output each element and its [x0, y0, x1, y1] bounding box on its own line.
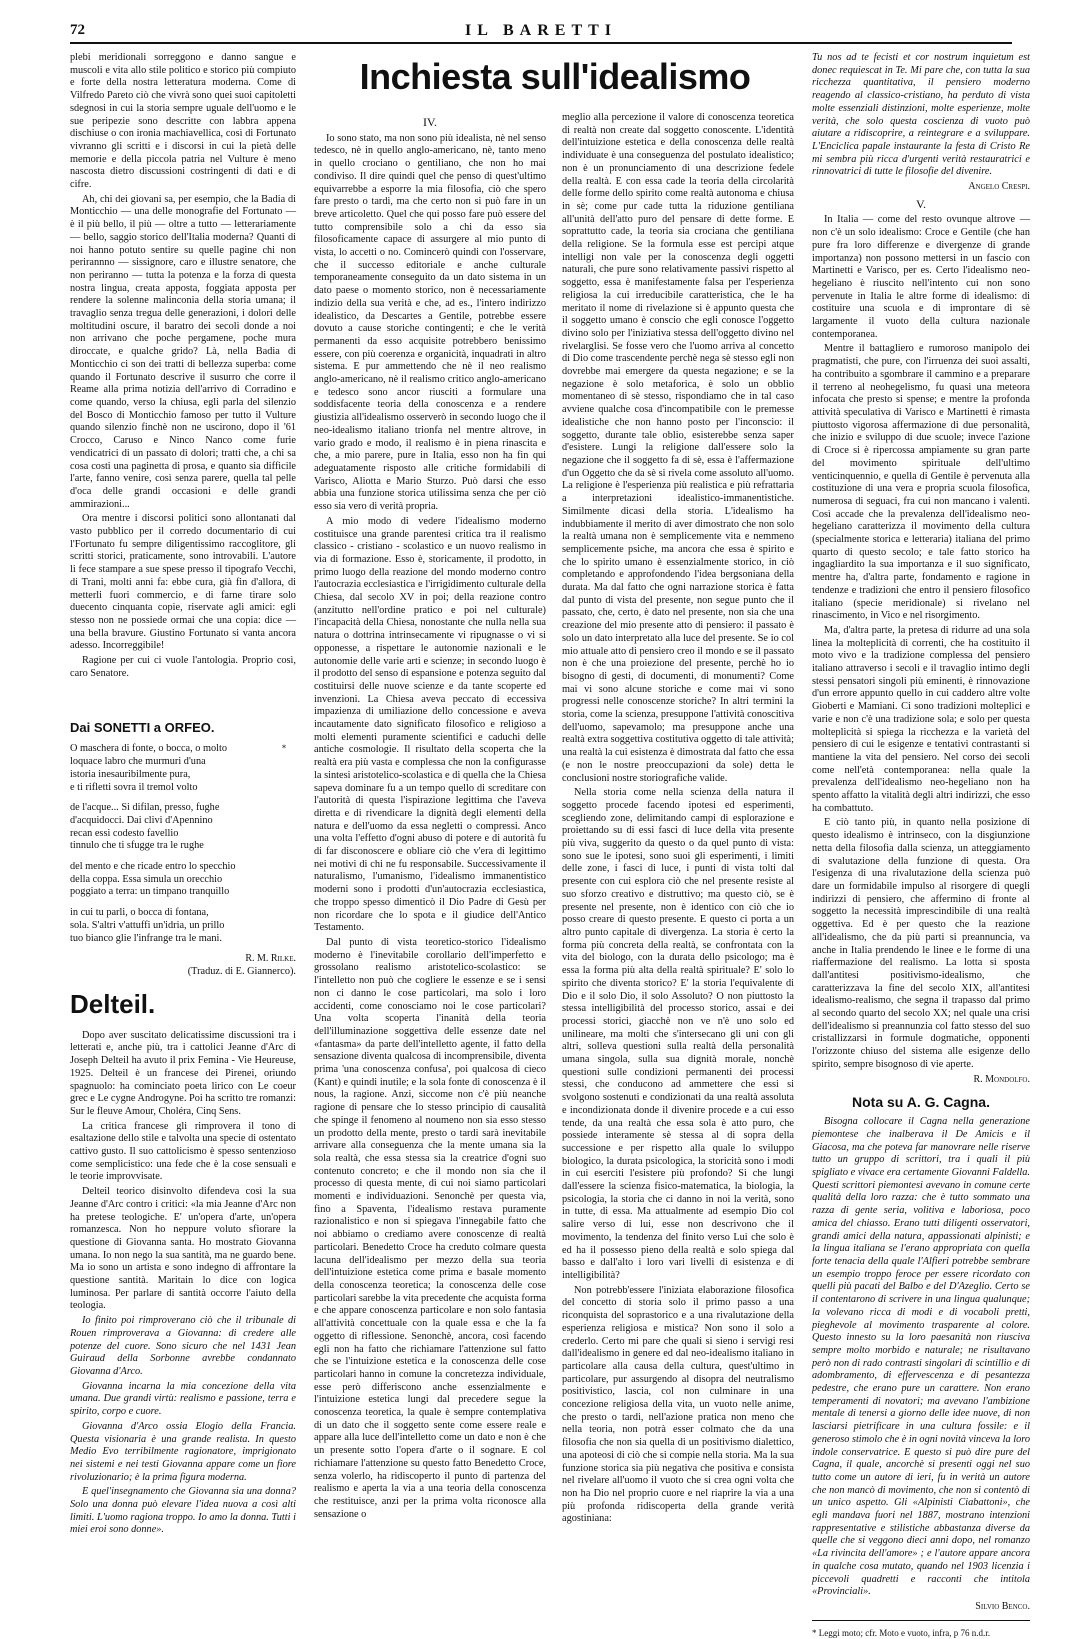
poem-line: sola. S'altri v'attuffi un'idria, un prillo [70, 919, 225, 931]
poem-line: tuo bianco glie l'infrange tra le mani. [70, 932, 222, 944]
poem-stanza [70, 802, 296, 853]
paragraph: Ragione per cui ci vuole l'antologia. Proprio così, caro Senatore. [70, 655, 296, 679]
page-number: 72 [70, 22, 85, 38]
paragraph: Giovanna d'Arco ossia Elogio della Francia. Questa visionaria è una grande realista. In questo Medio Evo terribilmente ragionatore, imprigionato nei sistemi e nei testi Giovanna appare come un fiore rivoluzionario; è la prima figura moderna. [70, 1420, 296, 1483]
paragraph: Non potrebb'essere l'iniziata elaborazione filosofica del concetto di storia solo il primo passo a una riconquista del soprastorico e a una rivalutazione della esperienza religiosa e mistica? Non sono il solo a crederlo. Certo mi pare che quali si sieno i servigi resi dall'idealismo in genere ed dal neo-idealismo italiano in particolare alla causa della cultura, quest'ultimo in particolare, pur assurgendo al disopra del neutralismo positivistico, lascia, col non culminare in una concezione religiosa della vita, un vuoto nelle anime, che presto o tardi, nell'azione pratica non meno che nella teoria, non potrà esser colmato che da una filosofia che non sia quella di un positivismo dialettico, una apoteosi di ciò che si compie nella storia. Ma la sua funzione storica sia più negativa che positiva e consista nel rivelare all'uomo il vuoto che si crea ogni volta che non ha Dio nel proprio cuore e nel riaprire la via a una più profonda ridiscoperta della grande verità agostiniana: [562, 1284, 794, 1525]
section-number: V. [915, 196, 927, 211]
paragraph: In Italia — come del resto ovunque altrove — non c'è un solo idealismo: Croce e Gentile (che han pure fra loro differenze e divergenze di grande importanza) non possono mettersi in un fascio con Martinetti e Varisco, per es. Certo l'idealismo neo-hegeliano è riuscito nell'intento cui non sono pervenute in Italia le altre forme di idealismo: di costituire una scuola e di improntare di sè largamente il vuoto della cultura nazionale contemporanea. [812, 214, 1030, 340]
cagna-note [812, 1094, 1030, 1639]
masthead: IL BARETTI [464, 22, 618, 39]
page-header [70, 22, 1012, 44]
paragraph: Dal punto di vista teoretico-storico l'idealismo moderno è l'inevitabile corollario dell'imperfetto e grossolano realismo aristotelico-scolastico: se l'intelletto non può che cogliere le essenze e se i sensi non ci danno le cose particolari, ma solo i loro accidenti, come conosciamo noi le cose particolari? Una volta scoperta l'inanità della teoria dell'illuminazione soggettiva delle essenze date nel «fantasma» da parte dell'intelletto agente, il fatto della sensazione diventa qualcosa di incomprensibile, diventa prima 'una conoscenza confusa', poi qualcosa di cieco (Kant) e quindi inutile; e la sola fonte di conoscenza è il nous, la ragione. Anzi, siccome non c'è più neanche ragione di pensare che lo stesso principio di causalità che spinge il fenomeno al noumeno non sia esso stesso un prodotto della mente, presto o tardi sarà inevitabile arrivare alla conseguenza che la mente umana sia la sola realtà, che essa stessa sia la creatrice d'ogni suo contenuto concreto; e che il mondo non sia che il processo di questa mente, di cui noi siamo particolari momenti e individuazioni. Senonchè per questa via, fino a Spaventa, l'idealismo restava puramente razionalistico e non si spiegava l'innegabile fatto che noi abbiamo o crediamo avere conoscenze di realtà particolari. Benedetto Croce ha creduto colmare questa lacuna dell'idealismo per mezzo della sua teoria dell'intuizione estetica come prima e basale momento della conoscenza teoretica; la conoscenza delle cose particolari sarebbe la vita precedente che acquista forma e che appare conoscenza particolare e non solo fantasia all'attività concettuale con la quale essa e che la fa oggetto di riflessione. Senonchè, ancora, così facendo egli non ha fatto che richiamare l'attenzione sul fatto che se l'intuizione estetica e la conoscenza delle cose particolari hanno in comune la concretezza individuale, esse però differiscono anche essenzialmente e l'intuizione estetica lungi dal precedere segue la conoscenza teoretica, la quale è sempre contemplativa di un dato che il soggetto sente come essere reale e appare alla luce dell'intelletto come un dato e non è che un presente sotto l'opera d'arte o il sognare. E col richiamare l'attenzione su questo fatto Benedetto Croce, senza volerlo, ha ridiscoperto il punto di partenza del realismo e aperta la via a una teoria della conoscenza che restituisce, anzi per la prima volta riconosce alla sensazione o [314, 937, 546, 1520]
paragraph: Ma, d'altra parte, la pretesa di ridurre ad una sola linea la molteplicità di correnti, che ha costituito il moto vivo e la tradizione complessa del pensiero italiano attraverso i secoli e il travaglio intimo degli stessi pensatori singoli più eminenti, è rinnovazione d'un errore appunto quello in cui caddero altre volte Gioberti e Mamiani. Ci sono tradizioni molteplici e varie e non c'è una tradizione sola; e solo per questa molteplicità si spiega la ricchezza e la varietà del pensiero di cui le esigenze e tentativi contrastanti si mantiene la vita del pensiero. Nel corso dei secoli come nell'età contemporanea: nella quale la prevalenza dell'idealismo neo-hegeliano non ha spento affatto la vitalità degli altri indirizzi, che esso ha combattuto. [812, 624, 1030, 814]
paragraph: La critica francese gli rimprovera il tono di esaltazione dello stile e talvolta una specie di ostentato cattivo gusto. Il suo cattolicismo è spesso sentenzioso come semplicistico: una fede che è la cose sensuali e le teorie improvvisate. [70, 1120, 296, 1183]
column-4 [812, 52, 1030, 1638]
poem-line: tinnulo che ti sfugge tra le rughe [70, 840, 204, 852]
paragraph: meglio alla percezione il valore di conoscenza teoretica di realtà non create dal soggetto conoscente. L'identità dell'intuizione estetica e della conoscenza delle realtà individuate è una conseguenza del postulato idealistico; non è un pronunciamento di una descrizione fedele della realtà. E con essa cade la teoria della circolarità delle forme dello spirito come realtà autonoma e chiusa in sè; come pur cade tutta la riduzione gentiliana all'unità dell'atto puro del pensare di dette forme. E soprattutto cade, la teoria sia crociana che gentiliana della religione. Se la formula esse est percipi atque intelligi non vale per la conoscenza degli oggetti naturali, che pure sono relativamente passivi rispetto al soggetto, essa è manifestamente falsa per l'esperienza religiosa la cui irreducibile caratteristica, che le ha meritato il nome di rivelazione si è appunto questa che il soggetto umano è conscio che egli conosce l'oggetto divino solo per l'iniziativa stessa dell'oggetto divino nel rivelarglisi. Se fosse vero che l'uomo arriva al concetto di Dio come trascendente perchè nega sè stesso egli non dovrebbe mai emergere da questa negazione; e se la negazione è solo metaforica, è solo un obblio momentaneo di sè stesso, rispondiamo che in tal caso avviene qualche cosa d'incompatibile con le premesse idealistiche che non hanno posto per l'inconscio: il soggetto, durante tale oblio, esisterebbe senza saper d'esistere. Lungi la religione dall'essere solo la negazione che il soggetto fa di sè, essa è l'affermazione d'un Oggetto che da sè si rivela come assoluto all'uomo. La religione è l'esperienza più realistica e più refrattaria a interpretazioni idealistico-immanentistiche. Similmente dicasi della storia. L'idealismo ha indubbiamente il merito di aver dimostrato che non solo la realtà umana non è semplicemente vita e nemmeno semplicemente psiche, ma ancora che essa è spirito e che lo spirito umano è essenzialmente storico, in ciò completando e approfondendo l'idea bergsoniana della durata. Ma dal fatto che ogni narrazione storica è fatta dal punto di vista del presente, non segue punto che il passato, che, certo, è dato nel presente, non sia che una creazione del mio presente atto di pensiero: il passato è solo un dato interpretato alla luce del presente. Se io col mio attuale atto di pensiero creo il mondo e se il passato non è che una proiezione del presente, perchè ho io bisogno di gesti, di documenti, di monumenti? Come mai vi sono alcune storiche e come mai vi sono progressi nelle conoscenze storiche? In altri termini la storia, come la scienza, presuppone l'attività conoscitiva dell'uomo, sapevamolo; ma presuppone anche una realtà extra soggettiva costitutiva oggetto di tale attività; una realtà la cui esistenza è dimostrata dal fatto che essa (e non le nostre preoccupazioni da sole) detta le conclusioni nostre storiografiche valide. [562, 112, 794, 784]
paragraph: Nella storia come nella scienza della natura il soggetto procede facendo ipotesi ed esperimenti, scegliendo zone, delimitando campi di esplorazione e proiettando su di essi fasci di luce della vita presente più viva, suggerito da questo o da quel punto di vista: sono sue le ipotesi, sono suoi gli esperimenti, i limiti delle zone, i fasci di luce, i punti di vista tolti dal presente con cui esplora ciò che nel presente resiste al suo sforzo creativo e distruttivo; ma questo ciò, se è presente nel presente, non è identico con ciò che io posso creare di questo presente. E questo ci porta a un altro punto capitale di divergenza. La storia è certo la forma più concreta della realtà, se confrontata con la vita del biologo, con la durata dello psicologo; ma è essa la forma più alta della realtà spirituale? E' solo lo spirito che diventa storico? E' la storia l'equivalente di Dio e il solo Dio, il solo Assoluto? O non piuttosto la stessa intelligibilità del processo storico, assai e dei processi storici, giacchè non ve n'è uno solo ed unilineare, ma molti che s'intersecano gli uni con gli altri, solleva questioni sulla realtà della personalità umana singola, sulla sua dignità morale, nonchè questioni sulle condizioni permanenti dei processi stessi, che conducono ad ammettere che essi si svolgono sostenuti e condizionati da una realtà assoluta e incondizionata donde il divenire procede e a cui esso tende, da una realtà che essa sola è atto puro, che possiede interamente sè stessa al di sopra della successione e per rispetto alla quale lo sviluppo biologico, la durata psicologica, la storicità sono i modi in cui eserciti l'esistere più profondo? Si che lungi dall'essere la scienza fisico-matematica, la biologia, la psicologia, la storia che ci danno in noi la verità, sono in tutte, di essa. Ma attualmente ad esempio Dio col salire verso di lui, esse non descrivono che il movimento, la tendenza del finito verso Lui che solo è ed ha il possesso pieno della realtà e solo spiega dal basso e dall'alto i loro vari livelli di esistenza e di intelligibilità? [562, 787, 794, 1281]
poem-stanza [70, 861, 296, 899]
paragraph: Delteil teorico disinvolto difendeva così la sua Jeanne d'Arc contro i critici: «la mia Jeanne d'Arc non ha pretese teologiche. E' un'opera d'arte, un'opera romanzesca. Non ho neppure voluto sfiorare la questione di Giovanna santa. Ho mostrato Giovanna umana. Io non nego la sua santità, ma ne guardo bene. Ma io sono un artista e sono indegno di affrontare la questione santità. Maritain lo dice con logica luminosa. Per parlare di santità occorre l'aiuto della teologia. [70, 1186, 296, 1312]
poem-translator: (Traduz. di E. Giannerco). [187, 966, 296, 977]
paragraph: Io sono stato, ma non sono più idealista, nè nel senso tedesco, nè in quello anglo-americano, nè, tanto meno in quello crociano o gentiliano, che non ho mai condiviso. Il dire quindi quel che penso di quest'ultimo equivarrebbe a esporre la mia filosofia, ciò che spero fare presto o tardi, ma che certo non si può fare in un breve articoletto. Quel che qui posso fare può essere del tutto comprensibile solo a chi da esso sia filosoficamente capace di assurgere al mio punto di vista, lo accetti o no. Comincerò quindi con l'osservare, che il successo editoriale e anche culturale temporaneamente conseguito da un dato sistema in un dato paese o momento storico, non è necessariamente indizio della sua verità e che, ad es., l'intero indirizzo idealistico, da Descartes a Gentile, potrebbe essere dovuto a cause storiche contingenti; e che le verità permanenti da esso acquisite potrebbero benissimo essere, con più coerenza e organicità, inquadrati in altro sistema. E pur ammettendo che nè il neo realismo anglo-americano, nè il realismo critico anglo-americano e tedesco sono ancor riusciti a formulare una soddisfacente teoria della conoscenza e a rendere giustizia all'idealismo osserverò in secondo luogo che il neo-idealismo italiano trionfa nel mentre altrove, in vario grado e modo, il realismo è in piena rinascita e che, a mio parere, pure in Italia, esso non ha fin qui adeguatamente risposto alle critiche formidabili di Varisco, Aliotta e Mario Sturzo. Può darsi che esso abbia una funzione storica utilissima senza che per ciò esso sia vero di verità propria. [314, 132, 546, 513]
poem-line: d'acquidocci. Dai clivi d'Apennino [70, 814, 213, 826]
asterisk-marker: * [282, 744, 286, 753]
poem-line: del mento e che ricade entro lo specchio [70, 861, 236, 873]
delteil-title: Delteil. [70, 988, 156, 1019]
paragraph: Ora mentre i discorsi politici sono allontanati dal vasto pubblico per il corredo documentario di cui l'Fortunato fu sempre diligentissimo raccoglitore, gli scritti storici, praticamente, sono introvabili. L'autore li fece stampare a sue spese presso il tipografo Vecchi, di Trani, molti anni fa: ebbe cura, già fin d'allora, di metterli fuori commercio, e di farne tirare solo duecento cinquanta copie, riservate agli amici: egli stesso non ne possiede ormai che una copia: dice — una bella bravure. Giustino Fortunato si vanta ancora adesso. Incorreggibile! [70, 513, 296, 652]
poem-stanza [70, 907, 296, 945]
paragraph: plebi meridionali sorreggono e danno sangue e muscoli e vita allo stile politico e storico più compiuto e forte della nostra letteratura moderna. Come di Vilfredo Pareto ciò che vivrà sono quei suoi capitoletti sdegnosi in cui la storia sempre uguale dell'uomo e le sue peripezie sono descritte con labbra appena dischiuse o con ironia machiavellica, così di Fortunato vivranno gli scritti e i discorsi in cui la pietà delle memorie e della piccola patria nel Vulture è meno nascosta dietro discussioni costringenti di dati e di cifre. [70, 52, 296, 191]
signature-crespi: Angelo Crespi. [968, 181, 1030, 193]
poem-author: R. M. Rilke. [245, 953, 296, 965]
paragraph: Mentre il battagliero e rumoroso manipolo dei pragmatisti, che pure, con l'irruenza dei suoi assalti, ha contribuito a sgombrare il cammino e a preparare il terreno al neohegelismo, fu quasi una meteora infocata che presto si spense; e mentre la profonda attività speculativa di Varisco e Martinetti è rimasta piuttosto vigorosa affermazione di due personalità, che inizio e sviluppo di due scuole; invece l'azione di Croce si è ripercossa ampiamente su gran parte del movimento spirituale dell'ultimo venticinquennio, e quella di Gentile è pervenuta alla costituzione di una vera e propria scuola filosofica, numerosa di seguaci, fra cui non mancano i valenti. Così accade che la prevalenza dell'idealismo neo-hegeliano caratterizza il movimento della cultura (specialmente storica e letteraria) italiana del primo quarto di questo secolo; e tale fatto storico ha ingagliardito la sua importanza e il suo significato, mentre ha, d'altra parte, fondamento e ragione in tendenze e tradizioni che entro il pensiero filosofico italiano (specie meridionale) si rivelano nel rinascimento, in Vico e nel risorgimento. [812, 343, 1030, 622]
poem-line: recan essi codesto favellio [70, 827, 179, 839]
footnote: * Leggi moto; cfr. Moto e vuoto, infra, p 76 n.d.r. [812, 1627, 990, 1638]
column-3 [562, 112, 794, 1544]
poem-line: de l'acque... Si difilan, presso, fughe [70, 802, 220, 814]
main-article-title: Inchiesta sull'idealismo [359, 56, 751, 97]
paragraph: Io finito poi rimproverano ciò che il tribunale di Rouen rimproverava a Giovanna: di credere alle potenze del cuore. Sono sicuro che nel 1431 Jean Guiraud della Sorbonne avrebbe condannato Giovanna d'Arco. [70, 1315, 296, 1377]
paragraph: Bisogna collocare il Cagna nella generazione piemontese che inalberava il De Amicis e il Giacosa, ma che poteva far manovrare nelle riserve tutto un gruppo di scrittori, tra i quali il più spigliato e vivace era certamente Giovanni Faldella. Questi scrittori piemontesi avevano in comune certe qualità della loro razza: che è tutto sommato una razza di gente seria, volitiva e laboriosa, poco amica del chiasso. Erano tutti diligenti osservatori, grandi amici della natura, appassionati alpinisti; e la lingua italiana se l'erano appropriata con quella forte tenacia della quale l'Alfieri potrebbe sembrare un esempio troppo feroce per essere ricordato con quelli più pacati del Balbo e del D'Azeglio. Certo se il contentarono di scrivere in una lingua qualunque; la volevano ricca di modi e di vocaboli pretti, pieghevole al movimento trasparente al colore. Questo innesto su la loro paesanità non riusciva sempre molto morbido e naturale; ne risultavano però non di rado contrasti singolari di scintillio e di adombramento, di effervescenza e di pesantezza pedestre, che erano pure un carattere. Non erano temperamenti di novatori; ma avevano l'ambizione mentale di tenersi a giorno delle idee nuove, di non lasciarsi pietrificare in una cultura fossile: e il generoso stimolo che è in ogni novità vinceva la loro indole conservatrice. E questo si può dire pure del Cagna, il quale, ancorchè si presenti oggi nel suo tutto come un autore di ieri, fu in verità un autore che non mancò di movimento, che non si contentò di un unico aspetto. Gli «Alpinisti Ciabattoni», che egli mandava fuori nel 1887, mostrano intenzioni rappresentative e stilistiche abbastanza diverse da quelle che si veggono dieci anni dopo, nel romanzo «La rivincita dell'amore» ; e l'autore appare ancora in qualche cosa mutato, quando nel 1903 licenzia i piccevoli quadretti e racconti che intitola «Provinciali». [812, 1116, 1030, 1598]
divider [812, 1620, 1030, 1621]
paragraph: Giovanna incarna la mia concezione della vita umana. Due grandi virtù: realismo e passione, terra e spirito, corpo e cuore. [70, 1380, 296, 1418]
signature-benco: Silvio Benco. [975, 1600, 1030, 1612]
poem-line: O maschera di fonte, o bocca, o molto [70, 743, 227, 755]
paragraph: E quel'insegnamento che Giovanna sia una donna? Solo una donna può elevare l'idea nuova a così alti limiti. L'uomo ragiona troppo. Io amo la donna. Tutti i miei eroi sono donne». [70, 1486, 296, 1536]
poem-stanza [70, 743, 296, 794]
paragraph: Tu nos ad te fecisti et cor nostrum inquietum est donec requiescat in Te. Mi pare che, con tutta la sua ricchezza quantitativa, il pensiero moderno reagendo al classico-cristiano, ha perduto di vista molte essenziali distinzioni, molte esperienze, molte verità, che solo questa coscienza di vuoto può aiutare a ridiscoprire, a reintegrare e a sviluppare. L'Enciclica papale instaurante la festa di Cristo Re mi sembra più ricca d'urgenti verità restauratrici e rinnovatrici di tutte le filosofie del divenire. [812, 52, 1030, 178]
cagna-title: Nota su A. G. Cagna. [852, 1094, 990, 1111]
paragraph: Dopo aver suscitato delicatissime discussioni tra i letterati e, anche più, tra i cattolici Jeanne d'Arc di Joseph Delteil ha avuto il prix Femina - Vie Heureuse, 1925. Delteil è un francese dei Pirenei, oriundo spagnuolo: ha cominciato poeta lirico con Le coeur grec e Le cygne Androgyne. Poi ha scritto tre romanzi: Sur le fleuve Amour, Choléra, Cinq Sens. [70, 1029, 296, 1117]
paragraph: A mio modo di vedere l'idealismo moderno costituisce una grande parentesi critica tra il realismo classico - cristiano - scolastico e un nuovo realismo in via di formazione. Esso è, storicamente, il prodotto, in primo luogo della reazione del mondo moderno contro l'autocrazia ecclesiastica e l'irrigidimento culturale della Chiesa, dal secolo XV in poi; della reazione contro (anzitutto nell'ordine pratico e poi nel culturale) l'incapacità della Chiesa, nonostante che nulla nella sua natura o dottrina intrinsecamente vi ripugnasse o vi si opponesse, a rispettare le autonomie nazionali e le autonomie delle varie arti e scienze; in secondo luogo è il prodotto del senso di espansione e potenza seguito dal costituirsi delle nuove scienze e da tante scoperte ed invenzioni. La Chiesa aveva peccato di eccessiva impazienza di umiliazione dello concessione e aveva incautamente dato significato filosofico e religioso a molti elementi puramente scientifici e caduchi delle antiche cosmologie. Il risultato della scoperta che la realtà era più vasta e complessa che non la configurasse la sintesi aristotelico-scolastica e di quella che la Chiesa sapeva dominare fu a un tempo quello di screditare con l'autorità di questa l'ispirazione legittima che l'aveva diretta e di rivendicare la dignità degli elementi della natura e dell'uomo da essa negletti o compressi. Anco una volta l'effetto d'ogni abuso di potere e di autorità fu di far disconoscere e obliare ciò che v'era di legittimo nei motivi di chi ne fu responsabile. Successivamente il naturalismo, l'umanismo, l'idealismo immanentistico moderni sono i prodotti d'un'autocrazia ecclesiastica, che troppo spesso dimenticò il Dio Padre di Gesù per non ricordare che lo spota e il giudice dell'Antico Testamento. [314, 515, 546, 934]
poem-line: istoria inesauribilmente pura, [70, 768, 191, 780]
column-2 [314, 112, 546, 1544]
sonetti-title: Dai SONETTI a ORFEO. [70, 720, 215, 736]
poem-line: in cui tu parli, o bocca di fontana, [70, 907, 209, 919]
paragraph: E ciò tanto più, in quanto nella posizione di questo idealismo è intrinseco, con la disgiunzione netta della filosofia dalla scienza, un atteggiamento di svalutazione della funzione di questa. Ora l'esigenza di una rivalutazione della scienza può dare un formidabile impulso al risorgere di quegli indirizzi di pensiero, che affermino di fronte al soggetto la necessità imprescindibile di una realtà oggettiva. Ed è per questo che la reazione all'idealismo, che da più parti si preannuncia, va anche in Italia prendendo le linee e le forme di una riaffermazione del realismo. La lotta si sposta dall'antitesi positivismo-idealismo, che caratterizzava la fine del secolo XIX, all'antitesi idealismo-realismo, che segna il trapasso dal primo al secondo quarto del secolo XX; nel quale una crisi dell'idealismo si preannunzia col fatto stesso del suo cristallizzarsi in formule dogmatiche, opponenti l'orizzonte chiuso del sistema alle esigenze dello spirito, sempre bisognoso di vie aperte. [812, 817, 1030, 1070]
section-number: IV. [422, 115, 438, 129]
column-1 [70, 52, 296, 1544]
paragraph: Ah, chi dei giovani sa, per esempio, che la Badia di Monticchio — una delle monografie del Fortunato — è il più bello, il più — oltre a tutto — letterariamente — bello, saggio storico dell'Italia moderna? Quanti di noi hanno potuto sentire su quelle pagine chi non perirannno — sissignore, caro e illustre senatore, che non periranno — tutta la potenza e la forza di questa nostra lingua, creata apposta, foggiata apposta per rendere la solenne malinconia della storia umana; il travaglio senza tregua delle generazioni, i dolori delle moltitudini oscure, il baratro dei secoli donde a noi non arrivano che poche pergamene, poche mura diroccate, e qualche grido? Là, nella Badia di Monticchio ci son dei tratti di bellezza superba: come quando il Fortunato descrive il susurro che corre il Reame alla prima notizia dell'arrivo di Corradino e come quando, verso la chiusa, egli parla del silenzio del Bosco di Monticchio famoso per tutto il Vulture quando silenzio finchè non ne uscirono, dopo il '61 Crocco, Caruso e Ninco Nanco come furie vendicatrici di un passato di dolori; tratti che, a chi sa cosa costi una paginetta di prosa, e quanto sia difficile l'arte, fanno venire, così senza parere, quella tal pelle d'oca delle grandi occasioni e delle grandi ammirazioni... [70, 193, 296, 510]
poem-line: della coppa. Essa simula un orecchio [70, 873, 223, 885]
signature-mondolfo: R. Mondolfo. [973, 1073, 1030, 1085]
poem-line: loquace labro che murmuri d'una [70, 756, 206, 768]
poem-line: e ti rifletti sovra il tremol volto [70, 781, 198, 793]
poem-line: poggiato a terra: un timpano tranquillo [70, 886, 230, 898]
